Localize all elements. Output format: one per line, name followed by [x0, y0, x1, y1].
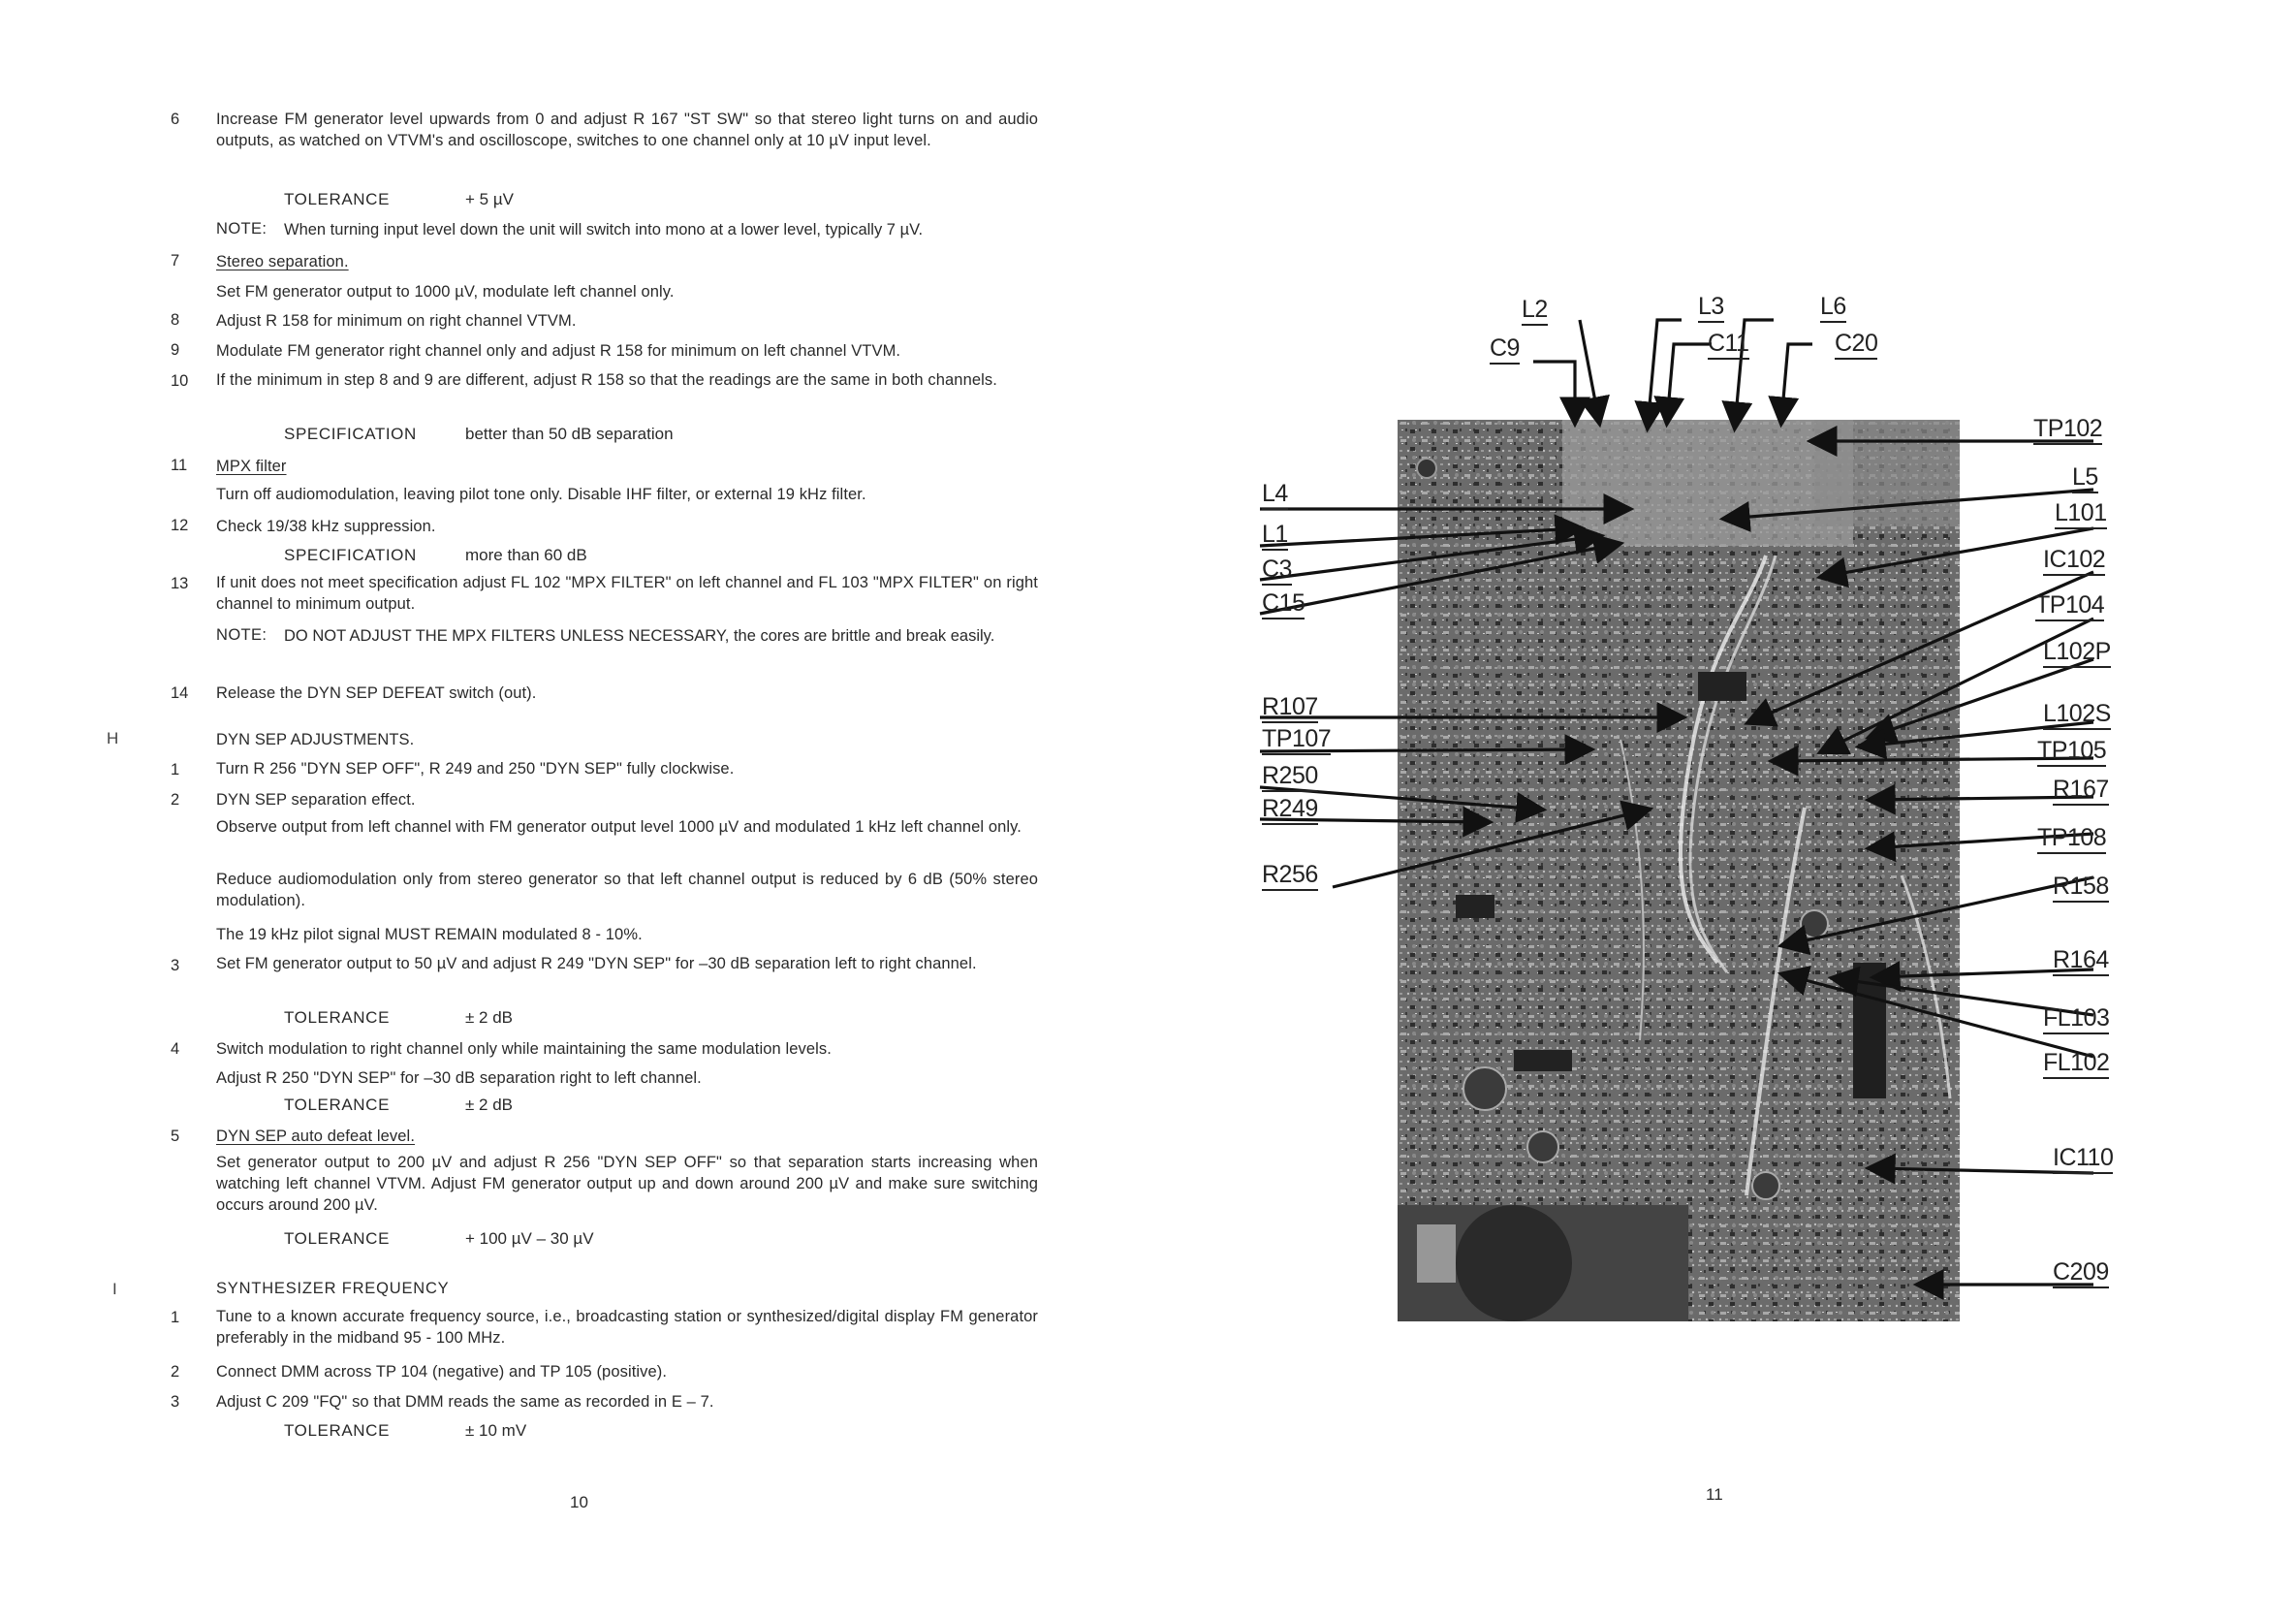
tolerance-value: + 100 µV – 30 µV: [465, 1229, 594, 1248]
step-number: 1: [171, 761, 180, 778]
label-r250: R250: [1262, 762, 1318, 792]
step-text: Reduce audiomodulation only from stereo generator so that left channel output is reduced by 6 dB (50% stereo modulation).: [216, 871, 1038, 909]
page-number: 10: [570, 1493, 588, 1511]
step-text: DYN SEP separation effect.: [216, 791, 416, 809]
arrow-r158: [1783, 877, 2093, 945]
step-text: Turn off audiomodulation, leaving pilot tone only. Disable IHF filter, or external 19 kHz filter.: [216, 486, 866, 503]
step-text: Set FM generator output to 50 µV and adjust R 249 "DYN SEP" for –30 dB separation left to right channel.: [216, 955, 977, 972]
step-text: Check 19/38 kHz suppression.: [216, 518, 436, 535]
label-l102p: L102P: [2043, 638, 2111, 668]
label-l102s: L102S: [2043, 700, 2111, 730]
arrow-c9: [1533, 362, 1575, 422]
section-heading: DYN SEP ADJUSTMENTS.: [216, 731, 415, 748]
step-number: 9: [171, 341, 180, 359]
step-text: Release the DYN SEP DEFEAT switch (out).: [216, 684, 537, 702]
step-number: 2: [171, 1363, 180, 1381]
step-number: 12: [171, 517, 189, 534]
step-number: 13: [171, 575, 189, 592]
arrow-l3: [1648, 320, 1682, 427]
step-text: Observe output from left channel with FM generator output level 1000 µV and modulated 1 kHz left channel only.: [216, 818, 1022, 836]
step-text: Adjust C 209 "FQ" so that DMM reads the same as recorded in E – 7.: [216, 1393, 714, 1411]
label-tp108: TP108: [2037, 824, 2106, 854]
note-label: NOTE:: [216, 626, 267, 644]
arrow-l2: [1580, 320, 1599, 422]
section-heading: Stereo separation.: [216, 253, 349, 270]
step-text: Set generator output to 200 µV and adjust R 256 "DYN SEP OFF" so that separation starts increasing when watching left channel VTVM. Adjust FM generator output up and down around 200 µV and make sure switching occurs around 200 µV.: [216, 1154, 1038, 1214]
tolerance-label: TOLERANCE: [284, 1229, 391, 1248]
step-text: If unit does not meet specification adjust FL 102 "MPX FILTER" on left channel and FL 103 "MPX FILTER" on right channel to minimum output.: [216, 574, 1038, 613]
label-ic102: IC102: [2043, 546, 2105, 576]
step-number: 10: [171, 372, 189, 390]
step-number: 1: [171, 1309, 180, 1326]
tolerance-label: TOLERANCE: [284, 1421, 391, 1440]
label-r164: R164: [2053, 946, 2109, 976]
step-text: Connect DMM across TP 104 (negative) and TP 105 (positive).: [216, 1363, 668, 1381]
label-c9: C9: [1490, 334, 1520, 365]
label-tp104: TP104: [2035, 591, 2104, 621]
label-c3: C3: [1262, 556, 1292, 586]
label-tp107: TP107: [1262, 725, 1331, 755]
label-r167: R167: [2053, 776, 2109, 806]
tolerance-label: TOLERANCE: [284, 1008, 391, 1027]
label-r249: R249: [1262, 795, 1318, 825]
step-text: Adjust R 250 "DYN SEP" for –30 dB separation right to left channel.: [216, 1069, 702, 1087]
note-label: NOTE:: [216, 220, 267, 238]
margin-letter-i: I: [112, 1280, 117, 1298]
step-text: Increase FM generator level upwards from 0 and adjust R 167 "ST SW" so that stereo light turns on and audio outputs, as watched on VTVM's and oscilloscope, switches to one channel only at 10 µV input level.: [216, 111, 1038, 149]
label-r256: R256: [1262, 861, 1318, 891]
note-text: DO NOT ADJUST THE MPX FILTERS UNLESS NECESSARY, the cores are brittle and break easily.: [284, 627, 995, 645]
arrow-c20: [1781, 344, 1812, 422]
arrow-l5: [1725, 490, 2093, 519]
label-c11: C11: [1708, 330, 1749, 360]
section-heading: DYN SEP auto defeat level.: [216, 1128, 415, 1145]
step-text: Set FM generator output to 1000 µV, modulate left channel only.: [216, 283, 675, 301]
step-text: Adjust R 158 for minimum on right channel VTVM.: [216, 312, 577, 330]
label-c209: C209: [2053, 1258, 2109, 1288]
label-l101: L101: [2055, 499, 2107, 529]
label-fl103: FL103: [2043, 1004, 2109, 1034]
note-text: When turning input level down the unit will switch into mono at a lower level, typically 7 µV.: [284, 221, 924, 238]
label-c15: C15: [1262, 589, 1305, 619]
arrow-c11: [1667, 344, 1712, 422]
tolerance-value: + 5 µV: [465, 190, 514, 208]
step-text: Tune to a known accurate frequency source, i.e., broadcasting station or synthesized/digital display FM generator preferably in the midband 95 - 100 MHz.: [216, 1308, 1038, 1347]
label-r158: R158: [2053, 873, 2109, 903]
label-l4: L4: [1262, 480, 1288, 510]
label-l3: L3: [1698, 293, 1724, 323]
step-number: 8: [171, 311, 180, 329]
section-heading: MPX filter: [216, 458, 287, 475]
step-number: 4: [171, 1040, 180, 1058]
spec-value: more than 60 dB: [465, 546, 587, 564]
tolerance-value: ± 10 mV: [465, 1421, 527, 1440]
label-fl102: FL102: [2043, 1049, 2109, 1079]
callout-arrows: [1241, 286, 2137, 1314]
label-tp105: TP105: [2037, 737, 2106, 767]
step-text: Turn R 256 "DYN SEP OFF", R 249 and 250 "DYN SEP" fully clockwise.: [216, 760, 735, 778]
tolerance-label: TOLERANCE: [284, 1096, 391, 1114]
label-l2: L2: [1522, 296, 1548, 326]
label-l5: L5: [2072, 463, 2098, 493]
arrow-c15: [1260, 544, 1619, 614]
label-r107: R107: [1262, 693, 1318, 723]
step-text: Modulate FM generator right channel only and adjust R 158 for minimum on left channel VTVM.: [216, 342, 901, 360]
step-text: If the minimum in step 8 and 9 are different, adjust R 158 so that the readings are the same in both channels.: [216, 371, 997, 389]
step-number: 2: [171, 791, 180, 809]
step-number: 6: [171, 111, 180, 128]
label-l6: L6: [1820, 293, 1846, 323]
step-number: 14: [171, 684, 189, 702]
spec-value: better than 50 dB separation: [465, 425, 674, 443]
step-text: The 19 kHz pilot signal MUST REMAIN modulated 8 - 10%.: [216, 926, 643, 943]
step-number: 5: [171, 1128, 180, 1145]
step-number: 11: [171, 457, 188, 474]
tolerance-label: TOLERANCE: [284, 190, 391, 208]
label-tp102: TP102: [2033, 415, 2102, 445]
spec-label: SPECIFICATION: [284, 546, 417, 564]
step-text: Switch modulation to right channel only while maintaining the same modulation levels.: [216, 1040, 832, 1058]
step-number: 3: [171, 1393, 180, 1411]
step-number: 7: [171, 252, 180, 270]
spec-label: SPECIFICATION: [284, 425, 417, 443]
tolerance-value: ± 2 dB: [465, 1008, 514, 1027]
section-heading: SYNTHESIZER FREQUENCY: [216, 1280, 450, 1297]
tolerance-value: ± 2 dB: [465, 1096, 514, 1114]
page-number: 11: [1706, 1485, 1723, 1504]
step-number: 3: [171, 957, 180, 974]
label-c20: C20: [1835, 330, 1877, 360]
label-ic110: IC110: [2053, 1144, 2113, 1174]
label-l1: L1: [1262, 521, 1288, 551]
margin-letter-h: H: [107, 729, 119, 747]
arrow-l1: [1260, 528, 1580, 546]
